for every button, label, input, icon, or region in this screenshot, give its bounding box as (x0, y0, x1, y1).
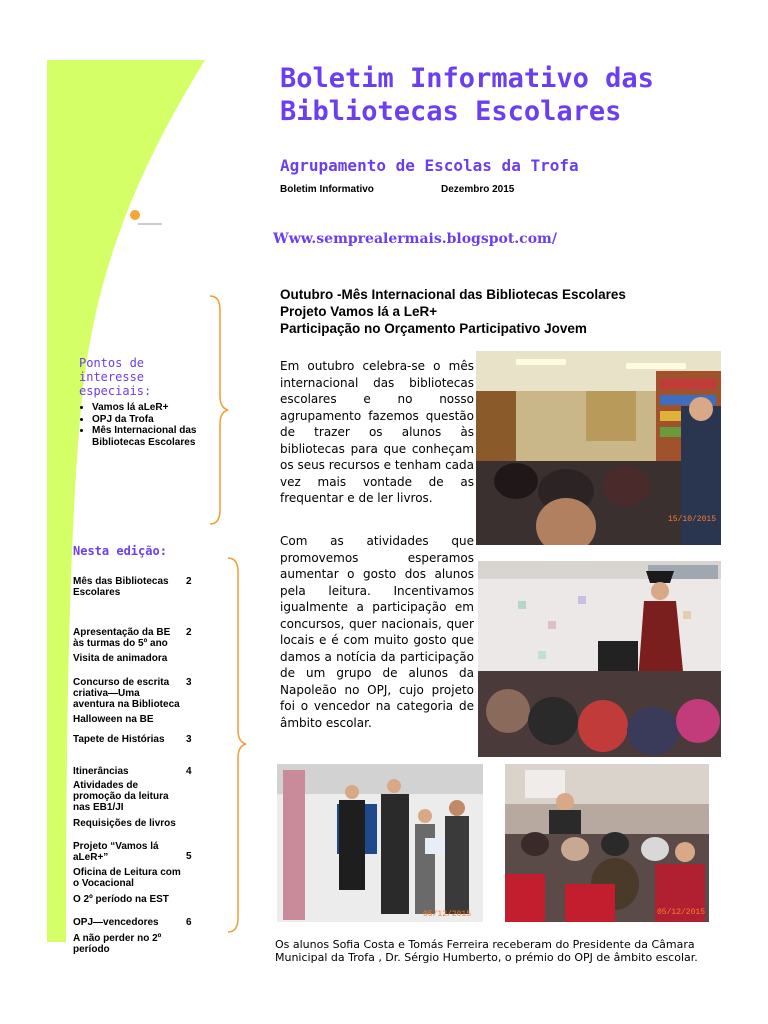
toc-item[interactable]: Halloween na BE (73, 714, 154, 725)
toc-item[interactable]: OPJ—vencedores (73, 917, 159, 928)
toc-page-number: 3 (186, 677, 192, 688)
toc-page-number: 6 (186, 917, 192, 928)
toc-item[interactable]: Apresentação da BE às turmas do 5º ano (73, 627, 171, 649)
toc-item[interactable]: A não perder no 2º período (73, 933, 162, 955)
audience-photo (505, 764, 709, 922)
toc-item[interactable]: O 2º período na EST (73, 894, 169, 905)
toc-page-number: 5 (186, 851, 192, 862)
toc-item[interactable]: Mês das Bibliotecas Escolares (73, 576, 169, 598)
list-item: • Mês Internacional das Bibliotecas Escolares (92, 425, 222, 448)
photo-date-stamp: 05/12/2015 (423, 910, 472, 919)
article-paragraph-2: Com as atividades que promovemos esperamos aumentar o gosto dos alunos pela leitura. Incentivamos igualmente a participação em concursos, quer nacionais, quer locais e é com muito gosto que damos a notícia da participação de um grupo de alunos da Napoleão no OPJ, cujo projeto foi o vencedor na categoria de âmbito escolar. (280, 534, 474, 730)
toc-page-number: 4 (186, 766, 192, 777)
toc-page-number: 2 (186, 627, 192, 638)
bracket-contents (228, 558, 246, 932)
title-line: Bibliotecas Escolares (280, 96, 622, 127)
toc-item[interactable]: Visita de animadora (73, 653, 168, 664)
article-headline (280, 286, 720, 337)
toc-page-number: 3 (186, 734, 192, 745)
toc-item[interactable]: Projeto “Vamos lá aLeR+” (73, 841, 159, 863)
newsletter-title (280, 62, 750, 128)
photo-caption: Os alunos Sofia Costa e Tomás Ferreira receberam do Presidente da Câmara Municipal da Trofa , Dr. Sérgio Humberto, o prémio do OPJ de âmbito escolar. (275, 938, 698, 964)
photo-date-stamp: 15/10/2015 (668, 515, 717, 524)
article-paragraph-1: Em outubro celebra-se o mês internacional das bibliotecas escolares e no nosso agrupamento fazemos questão de trazer os alunos às bibliotecas para que conheçam os seus recursos e tenham cada vez mais vontade de as frequentar e de ler livros. (280, 359, 474, 505)
library-visit-photo (476, 351, 721, 545)
toc-item[interactable]: Requisições de livros (73, 818, 176, 829)
toc-item[interactable]: Tapete de Histórias (73, 734, 165, 745)
storyteller-photo (478, 561, 721, 757)
contents-heading: Nesta edição: (73, 544, 167, 558)
headline-line: Projeto Vamos lá a LeR+ (280, 304, 438, 319)
newsletter-label: Boletim Informativo (280, 184, 374, 195)
title-line: Boletim Informativo das (280, 63, 654, 94)
points-of-interest-list (74, 402, 222, 448)
toc-item[interactable]: Concurso de escrita criativa—Uma aventura na Biblioteca (73, 677, 180, 710)
photo-date-stamp: 05/12/2015 (657, 908, 706, 917)
points-of-interest-heading: Pontos de interesse especiais: (79, 356, 152, 398)
toc-page-number: 2 (186, 576, 192, 587)
blog-link[interactable]: Www.semprealermais.blogspot.com/ (273, 231, 557, 247)
headline-line: Outubro -Mês Internacional das Bibliotecas Escolares (280, 287, 626, 302)
list-item: • OPJ da Trofa (92, 414, 222, 426)
toc-item[interactable]: Atividades de promoção da leitura nas EB1/JI (73, 780, 169, 813)
headline-line: Participação no Orçamento Participativo Jovem (280, 321, 587, 336)
school-group-subtitle: Agrupamento de Escolas da Trofa (280, 156, 579, 175)
award-photo-stamp-layer (277, 764, 483, 922)
toc-item[interactable]: Oficina de Leitura com o Vocacional (73, 867, 181, 889)
orange-dot-icon (130, 210, 140, 220)
issue-date: Dezembro 2015 (441, 184, 515, 195)
list-item: • Vamos lá aLeR+ (92, 402, 222, 414)
toc-item[interactable]: Itinerâncias (73, 766, 129, 777)
